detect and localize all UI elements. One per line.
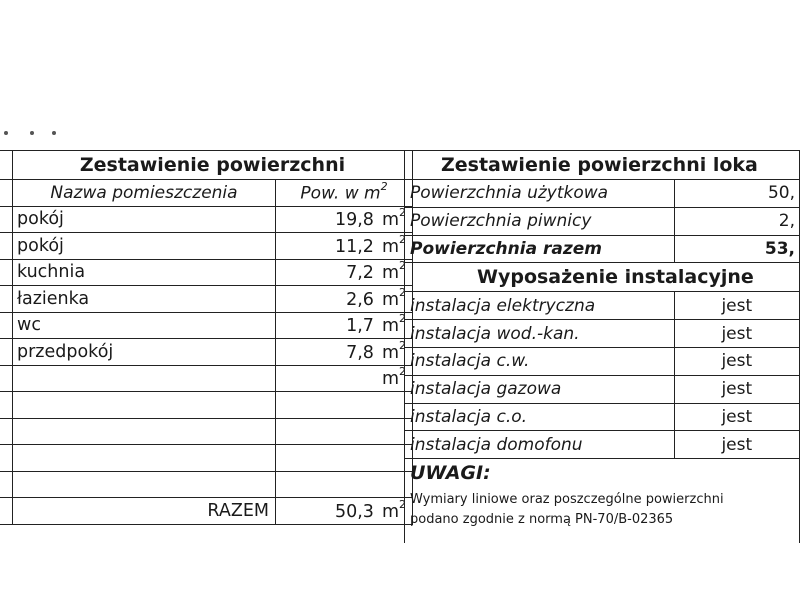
unit-label: $m^2$ <box>381 232 406 257</box>
room-table-title-row <box>0 151 413 180</box>
total-area-label: Powierzchnia razem <box>405 235 675 263</box>
unit-label: $m^2$ <box>381 365 406 390</box>
room-area <box>276 365 413 392</box>
index-cell <box>0 339 13 366</box>
index-cell <box>0 180 13 207</box>
equipment-label: instalacja gazowa <box>405 375 675 403</box>
notes-line-2: podano zgodnie z normą PN-70/B-02365 <box>410 512 674 528</box>
equipment-label: instalacja elektryczna <box>405 292 675 320</box>
room-area <box>276 206 413 233</box>
room-area <box>276 418 413 445</box>
unit-label: $m^2$ <box>381 285 406 310</box>
equipment-value: jest <box>674 375 799 403</box>
equipment-label: instalacja domofonu <box>405 431 675 459</box>
room-area-value: 2,6 <box>346 289 374 310</box>
apartment-title-row <box>405 151 800 180</box>
room-name-header: Nazwa pomieszczenia <box>13 180 276 207</box>
equipment-value: jest <box>674 292 799 320</box>
equipment-label: instalacja c.o. <box>405 403 675 431</box>
room-name: kuchnia <box>13 259 276 286</box>
usable-area-row <box>405 180 800 208</box>
index-cell <box>0 392 13 419</box>
total-area-row <box>405 235 800 263</box>
room-row <box>0 445 413 472</box>
equipment-row <box>405 431 800 459</box>
room-name <box>13 365 276 392</box>
unit-label: $m^2$ <box>381 259 406 284</box>
room-area <box>276 312 413 339</box>
room-row <box>0 365 413 392</box>
room-row <box>0 206 413 233</box>
room-table-header-row <box>0 180 413 207</box>
room-total-row <box>0 498 413 525</box>
notes-line-1: Wymiary liniowe oraz poszczególne powierzchni <box>410 492 724 508</box>
room-name: łazienka <box>13 286 276 313</box>
room-name: wc <box>13 312 276 339</box>
total-area-value: 53, <box>674 235 799 263</box>
room-row <box>0 392 413 419</box>
room-rows <box>0 206 413 498</box>
equipment-value: jest <box>674 320 799 348</box>
room-name <box>13 445 276 472</box>
index-cell <box>0 206 13 233</box>
equipment-label: instalacja c.w. <box>405 347 675 375</box>
total-area-value: 50,3 <box>334 501 374 522</box>
notes-title: UWAGI: <box>410 462 491 485</box>
room-area <box>276 233 413 260</box>
room-table-title: Zestawienie powierzchni <box>13 151 413 180</box>
room-name <box>13 392 276 419</box>
room-area <box>276 259 413 286</box>
equipment-value: jest <box>674 403 799 431</box>
equipment-rows <box>405 292 800 459</box>
basement-area-value: 2, <box>674 207 799 235</box>
notes-cell <box>405 459 800 543</box>
equipment-label: instalacja wod.-kan. <box>405 320 675 348</box>
index-cell <box>0 471 13 498</box>
room-row <box>0 339 413 366</box>
room-area-value: 7,8 <box>346 342 374 363</box>
index-cell <box>0 418 13 445</box>
unit-label: $m^2$ <box>381 206 406 231</box>
index-cell <box>0 151 13 180</box>
equipment-title: Wyposażenie instalacyjne <box>405 263 800 292</box>
room-area <box>276 392 413 419</box>
usable-area-value: 50, <box>674 180 799 208</box>
equipment-value: jest <box>674 347 799 375</box>
room-name: przedpokój <box>13 339 276 366</box>
room-row <box>0 286 413 313</box>
equipment-row <box>405 375 800 403</box>
room-name <box>13 418 276 445</box>
basement-area-label: Powierzchnia piwnicy <box>405 207 675 235</box>
room-area-value: 7,2 <box>346 263 374 284</box>
index-cell <box>0 286 13 313</box>
total-area <box>276 498 413 525</box>
room-area-table <box>0 150 413 525</box>
room-row <box>0 312 413 339</box>
room-area-header: Pow. w $m^2$ <box>276 180 413 207</box>
index-cell <box>0 259 13 286</box>
index-cell <box>0 498 13 525</box>
unit-label: $m^2$ <box>381 498 406 522</box>
notes-row <box>405 459 800 543</box>
index-cell <box>0 445 13 472</box>
cropped-text-fragment <box>0 128 70 148</box>
room-area <box>276 286 413 313</box>
room-name: pokój <box>13 206 276 233</box>
equipment-row <box>405 292 800 320</box>
apartment-summary-table <box>404 150 800 543</box>
room-row <box>0 233 413 260</box>
basement-area-row <box>405 207 800 235</box>
equipment-title-row <box>405 263 800 292</box>
room-name: pokój <box>13 233 276 260</box>
room-area-value: 19,8 <box>334 210 374 231</box>
index-cell <box>0 233 13 260</box>
usable-area-label: Powierzchnia użytkowa <box>405 180 675 208</box>
room-area <box>276 445 413 472</box>
index-cell <box>0 365 13 392</box>
room-area-value: 1,7 <box>346 316 374 337</box>
room-area <box>276 339 413 366</box>
unit-label: $m^2$ <box>381 338 406 363</box>
room-row <box>0 471 413 498</box>
equipment-row <box>405 347 800 375</box>
equipment-value: jest <box>674 431 799 459</box>
apartment-table-title: Zestawienie powierzchni loka <box>405 151 800 180</box>
room-area-value: 11,2 <box>334 236 374 257</box>
room-name <box>13 471 276 498</box>
index-cell <box>0 312 13 339</box>
room-row <box>0 259 413 286</box>
equipment-row <box>405 403 800 431</box>
equipment-row <box>405 320 800 348</box>
room-area <box>276 471 413 498</box>
unit-label: $m^2$ <box>381 312 406 337</box>
room-row <box>0 418 413 445</box>
total-label: RAZEM <box>13 498 276 525</box>
